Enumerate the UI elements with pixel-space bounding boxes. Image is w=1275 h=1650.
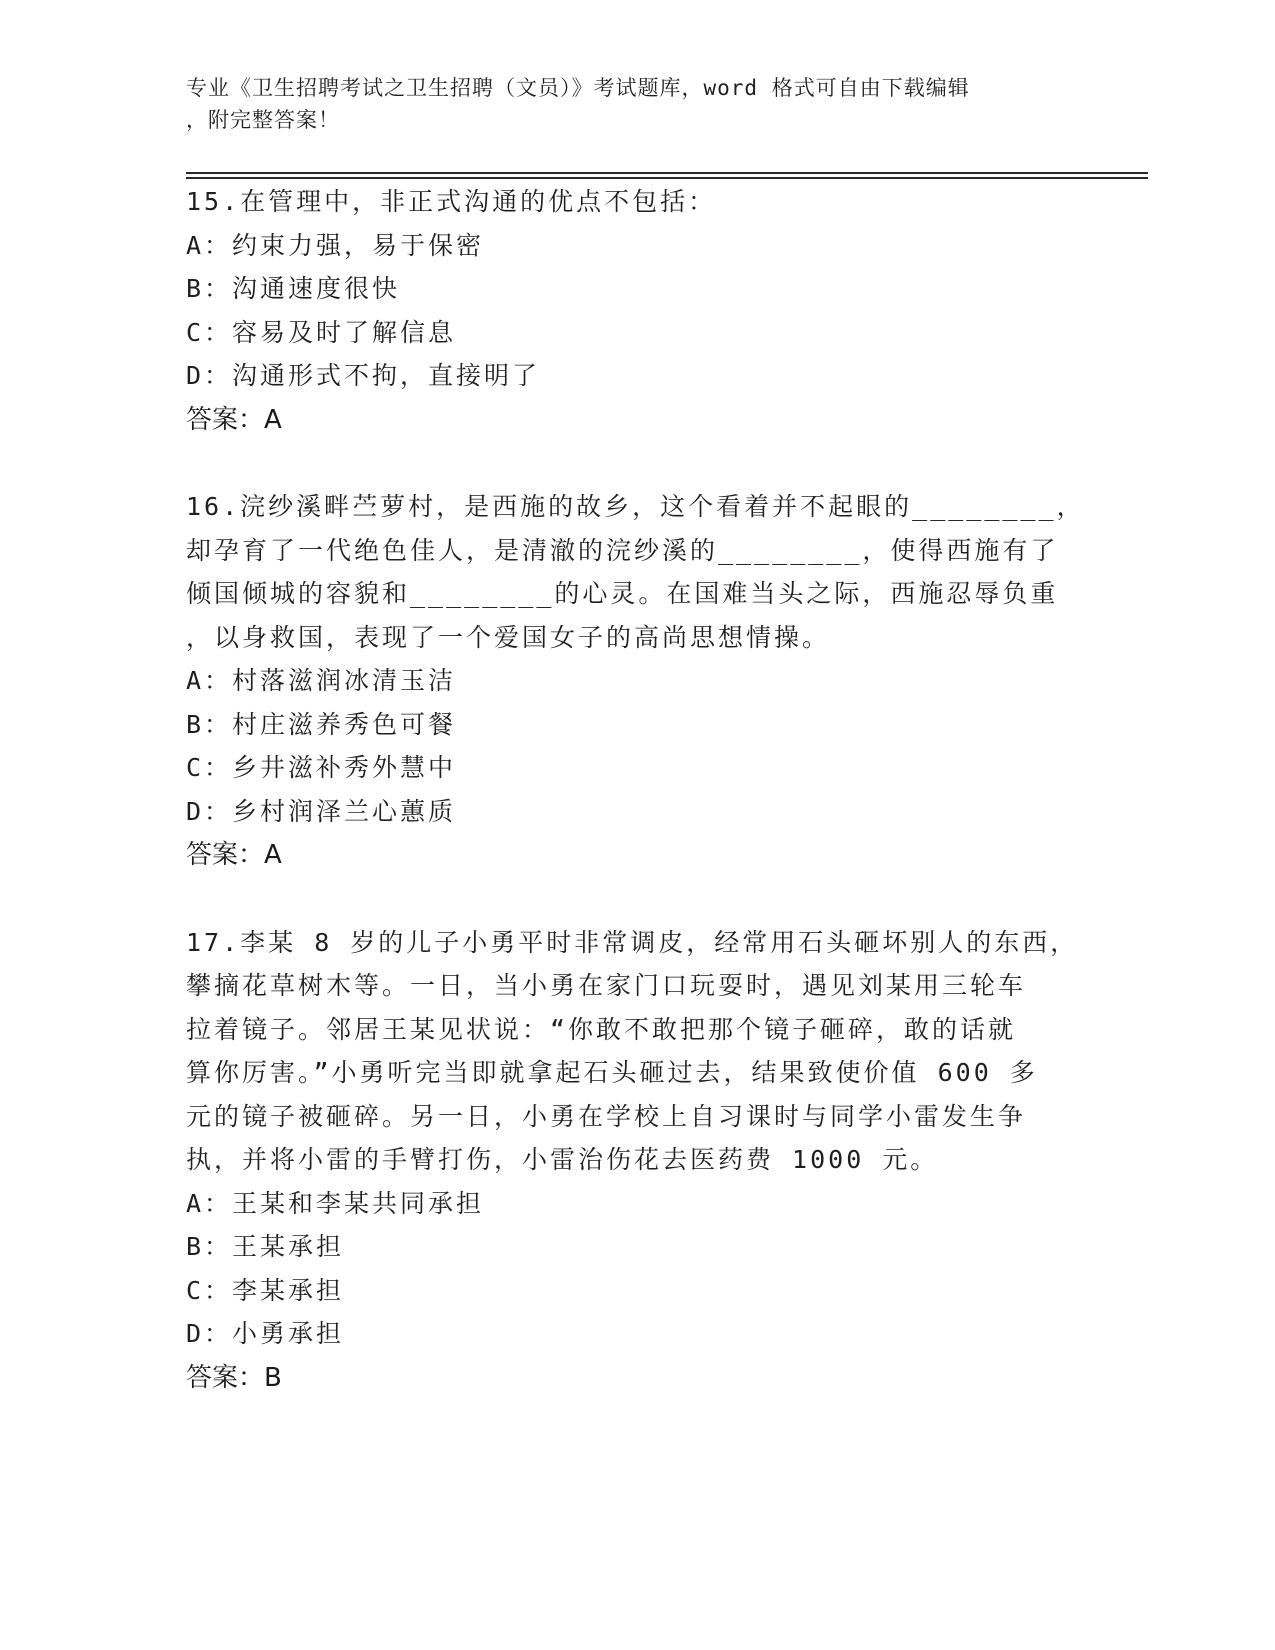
question-17-stem-line-3: 拉着镜子。邻居王某见状说：“你敢不敢把那个镜子砸碎，敢的话就 bbox=[186, 1015, 1017, 1044]
question-16-option-a: A：村落滋润冰清玉洁 bbox=[186, 666, 457, 695]
question-15-answer: 答案：A bbox=[186, 405, 282, 435]
question-17-stem-line-4: 算你厉害。”小勇听完当即就拿起石头砸过去，结果致使价值 600 多 bbox=[186, 1058, 1038, 1087]
question-16-option-b: B：村庄滋养秀色可餐 bbox=[186, 710, 457, 739]
question-15-option-b: B：沟通速度很快 bbox=[186, 274, 401, 303]
question-15-option-c: C：容易及时了解信息 bbox=[186, 318, 457, 347]
question-17-option-c: C：李某承担 bbox=[186, 1276, 345, 1305]
question-16-option-d: D：乡村润泽兰心蕙质 bbox=[186, 797, 457, 826]
header-divider-top bbox=[186, 172, 1148, 174]
question-17-stem-line-2: 攀摘花草树木等。一日，当小勇在家门口玩耍时，遇见刘某用三轮车 bbox=[186, 971, 1027, 1000]
question-15-stem: 15.在管理中，非正式沟通的优点不包括： bbox=[186, 187, 717, 216]
question-17-stem-line-1: 17.李某 8 岁的儿子小勇平时非常调皮，经常用石头砸坏别人的东西， bbox=[186, 928, 1079, 957]
question-16-stem-line-1: 16.浣纱溪畔苎萝村，是西施的故乡，这个看着并不起眼的________， bbox=[186, 492, 1085, 521]
question-16-answer: 答案：A bbox=[186, 840, 282, 870]
question-16-stem-line-2: 却孕育了一代绝色佳人，是清澈的浣纱溪的________，使得西施有了 bbox=[186, 536, 1059, 565]
question-16-stem-line-3: 倾国倾城的容貌和________的心灵。在国难当头之际，西施忍辱负重 bbox=[186, 579, 1059, 608]
question-17-option-d: D：小勇承担 bbox=[186, 1319, 345, 1348]
question-17-answer: 答案：B bbox=[186, 1363, 282, 1393]
header-title-line-1: 专业《卫生招聘考试之卫生招聘（文员）》考试题库，word 格式可自由下载编辑 bbox=[186, 76, 970, 100]
header-title-line-2: ，附完整答案！ bbox=[186, 108, 340, 132]
question-17-stem-line-5: 元的镜子被砸碎。另一日，小勇在学校上自习课时与同学小雷发生争 bbox=[186, 1102, 1027, 1131]
question-17-option-a: A：王某和李某共同承担 bbox=[186, 1189, 485, 1218]
question-16-option-c: C：乡井滋补秀外慧中 bbox=[186, 753, 457, 782]
header-divider-bottom bbox=[186, 177, 1148, 179]
question-15-option-d: D：沟通形式不拘，直接明了 bbox=[186, 361, 541, 390]
question-17-stem-line-6: 执，并将小雷的手臂打伤，小雷治伤花去医药费 1000 元。 bbox=[186, 1145, 939, 1174]
question-17-option-b: B：王某承担 bbox=[186, 1232, 345, 1261]
question-16-stem-line-4: ，以身救国，表现了一个爱国女子的高尚思想情操。 bbox=[186, 623, 831, 652]
question-15-option-a: A：约束力强，易于保密 bbox=[186, 231, 485, 260]
